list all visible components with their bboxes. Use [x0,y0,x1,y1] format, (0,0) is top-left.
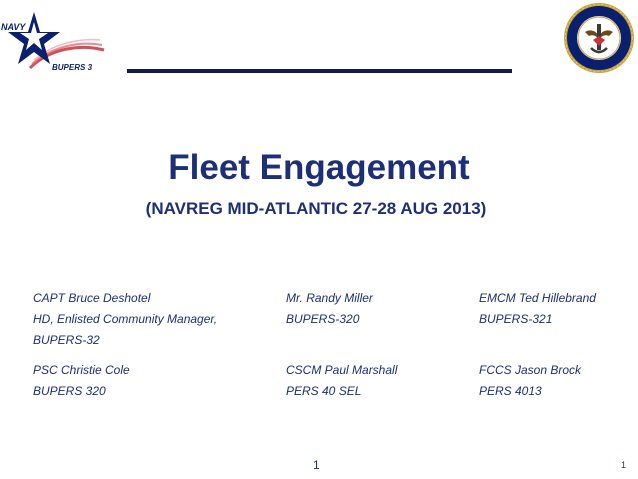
navy-seal [563,2,635,74]
contact-line: BUPERS-320 [286,312,360,326]
contact-line: HD, Enlisted Community Manager, [33,312,218,326]
contact-brock [479,360,581,402]
contact-line: BUPERS-321 [479,312,553,326]
logo-bupers-text: BUPERS 3 [52,63,93,72]
contact-marshall [286,360,397,402]
header-rule [127,69,512,73]
contact-line: BUPERS-32 [33,333,100,347]
contact-line: PSC Christie Cole [33,363,130,377]
contact-cole [33,360,130,402]
navy-bupers-logo [0,8,110,76]
contact-line: Mr. Randy Miller [286,291,373,305]
contact-line: CSCM Paul Marshall [286,363,398,377]
contact-line: FCCS Jason Brock [479,363,582,377]
contact-line: EMCM Ted Hillebrand [479,291,596,305]
contact-hillebrand [479,288,596,330]
contact-line: PERS 4013 [479,384,542,398]
contact-line: CAPT Bruce Deshotel [33,291,151,305]
slide-subtitle [0,199,638,219]
seal-icon [563,2,635,74]
subtitle-text: (NAVREG MID-ATLANTIC 27-28 AUG 2013) [145,199,487,218]
slide-title: Fleet Engagement [168,148,470,187]
contact-deshotel [33,288,217,351]
slide-number: 1 [621,460,627,470]
contact-line: BUPERS 320 [33,384,106,398]
page-number: 1 [313,458,320,472]
logo-navy-text: NAVY [1,22,26,32]
contact-line: PERS 40 SEL [286,384,362,398]
contact-miller [286,288,373,330]
